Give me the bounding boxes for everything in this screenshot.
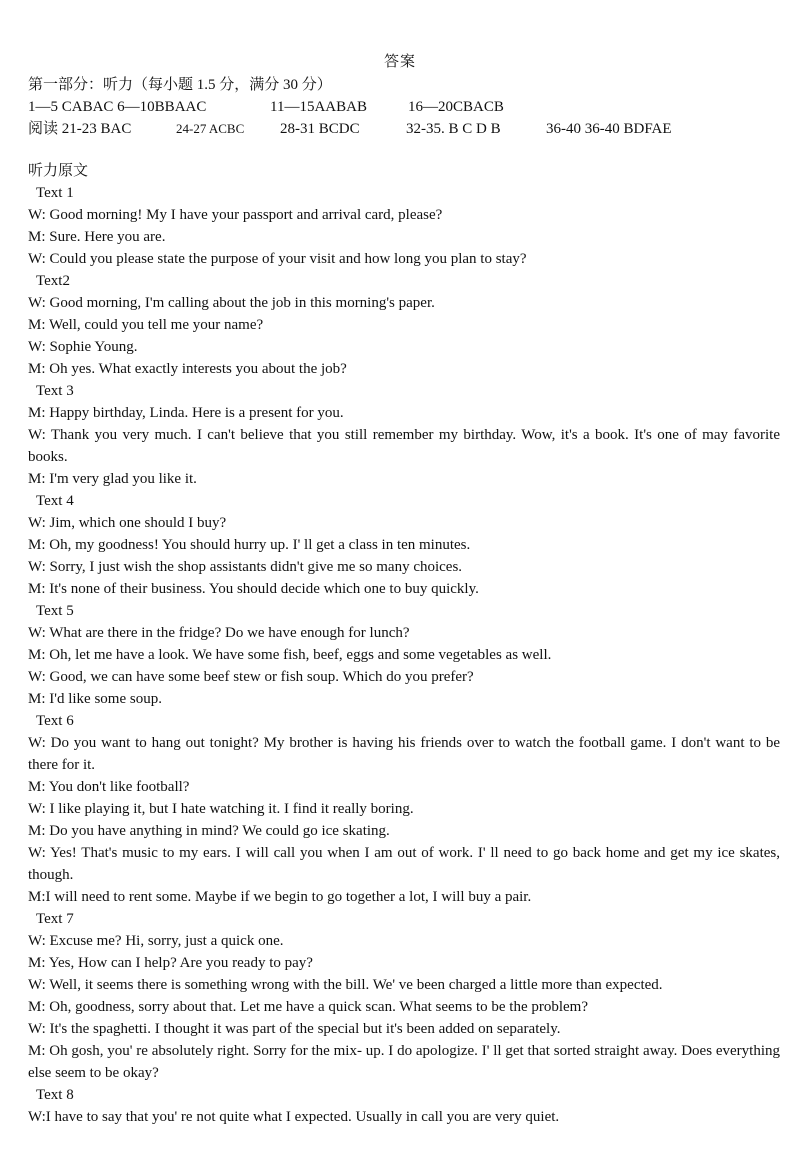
text-label: Text 4 xyxy=(36,493,74,509)
dialogue-line: W: Could you please state the purpose of your visit and how long you plan to stay? xyxy=(28,251,527,267)
dialogue-line: W: Thank you very much. I can't believe that you still remember my birthday. Wow, it's a book. It's one of may favorite books. xyxy=(28,427,780,465)
dialogue-line: W: Yes! That's music to my ears. I will call you when I am out of work. I' ll need to go back home and get my ice skates, though. xyxy=(28,845,780,883)
dialogue-line: W: What are there in the fridge? Do we have enough for lunch? xyxy=(28,625,410,641)
dialogue-line: W: It's the spaghetti. I thought it was part of the special but it's been added on separately. xyxy=(28,1021,561,1037)
dialogue-line: M: Happy birthday, Linda. Here is a present for you. xyxy=(28,405,344,421)
dialogue-line: W: Sorry, I just wish the shop assistants didn't give me so many choices. xyxy=(28,559,463,575)
answer-key xyxy=(28,74,788,140)
dialogue-line: W: Do you want to hang out tonight? My brother is having his friends over to watch the football game. I don't want to be there for it. xyxy=(28,735,780,773)
dialogue-line: M: Sure. Here you are. xyxy=(28,229,166,245)
text-label: Text 7 xyxy=(36,911,74,927)
text-label: Text 5 xyxy=(36,603,74,619)
dialogue-line: W: Sophie Young. xyxy=(28,339,138,355)
answer-group: 11—15AABAB xyxy=(270,99,367,115)
answer-group: 24-27 ACBC xyxy=(176,121,245,136)
answer-key-row-reading xyxy=(28,118,788,140)
dialogue-line: M: Yes, How can I help? Are you ready to pay? xyxy=(28,955,313,971)
answer-group: 1—5 CABAC 6—10BBAAC xyxy=(28,99,207,115)
dialogue-line: M: I'm very glad you like it. xyxy=(28,471,197,487)
dialogue-line: W: I like playing it, but I hate watching it. I find it really boring. xyxy=(28,801,414,817)
answer-group: 36-40 36-40 BDFAE xyxy=(546,121,672,137)
dialogue-line: M: Oh, let me have a look. We have some fish, beef, eggs and some vegetables as well. xyxy=(28,647,552,663)
listening-transcript xyxy=(28,160,780,1128)
dialogue-line: W: Good morning! My I have your passport and arrival card, please? xyxy=(28,207,443,223)
dialogue-line: W: Good morning, I'm calling about the job in this morning's paper. xyxy=(28,295,435,311)
dialogue-line: M: You don't like football? xyxy=(28,779,190,795)
answer-group: 28-31 BCDC xyxy=(280,121,360,137)
dialogue-line: M: Oh, my goodness! You should hurry up. I' ll get a class in ten minutes. xyxy=(28,537,471,553)
dialogue-line: M: Do you have anything in mind? We could go ice skating. xyxy=(28,823,390,839)
dialogue-line: W: Excuse me? Hi, sorry, just a quick one. xyxy=(28,933,284,949)
page-title: 答案 xyxy=(383,54,416,70)
dialogue-line: M:I will need to rent some. Maybe if we begin to go together a lot, I will buy a pair. xyxy=(28,889,532,905)
answer-group: 16—20CBACB xyxy=(408,99,504,115)
dialogue-line: W: Jim, which one should I buy? xyxy=(28,515,227,531)
dialogue-line: W:I have to say that you' re not quite what I expected. Usually in call you are very quiet. xyxy=(28,1109,560,1125)
dialogue-line: M: Oh, goodness, sorry about that. Let me have a quick scan. What seems to be the problem? xyxy=(28,999,588,1015)
dialogue-line: W: Well, it seems there is something wrong with the bill. We' ve been charged a little more than expected. xyxy=(28,977,663,993)
dialogue-line: M: Oh yes. What exactly interests you about the job? xyxy=(28,361,347,377)
answer-key-section-heading: 第一部分：听力（每小题 1.5 分，满分 30 分） xyxy=(28,77,332,93)
text-label: Text 1 xyxy=(36,185,74,201)
text-label: Text2 xyxy=(36,273,70,289)
text-label: Text 3 xyxy=(36,383,74,399)
transcript-heading: 听力原文 xyxy=(28,163,89,179)
dialogue-line: M: Oh gosh, you' re absolutely right. Sorry for the mix- up. I do apologize. I' ll get that sorted straight away. Does everything else seem to be okay? xyxy=(28,1043,780,1081)
dialogue-line: M: It's none of their business. You should decide which one to buy quickly. xyxy=(28,581,479,597)
text-label: Text 8 xyxy=(36,1087,74,1103)
transcript-texts xyxy=(28,182,780,1128)
dialogue-line: W: Good, we can have some beef stew or fish soup. Which do you prefer? xyxy=(28,669,474,685)
answer-group: 32-35. B C D B xyxy=(406,121,501,137)
text-label: Text 6 xyxy=(36,713,74,729)
answer-key-row-listening xyxy=(28,96,788,118)
answer-group: 阅读 21-23 BAC xyxy=(28,121,132,137)
dialogue-line: M: I'd like some soup. xyxy=(28,691,162,707)
dialogue-line: M: Well, could you tell me your name? xyxy=(28,317,264,333)
